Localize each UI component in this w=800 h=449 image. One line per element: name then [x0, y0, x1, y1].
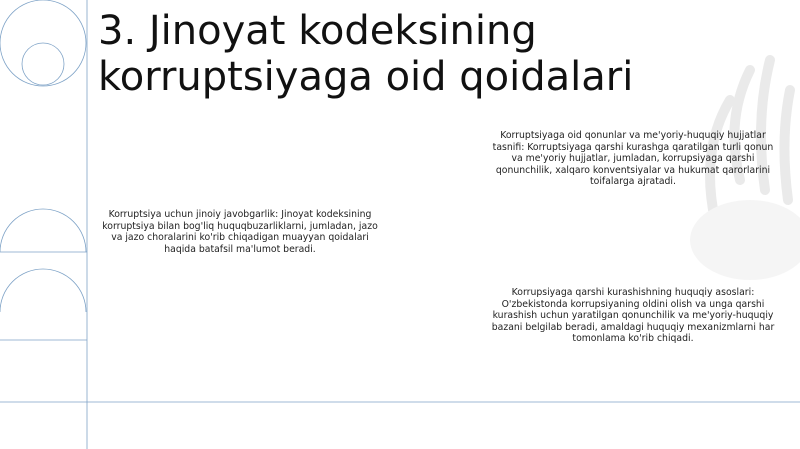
text-block-legal-basis: Korrupsiyaga qarshi kurashishning huquqiy asoslari: O'zbekistonda korrupsiyaning oldini olish va unga qarshi kurashish uchun yaratilgan qonunchilik va me'yoriy-huquqiy bazani belgilab beradi, amaldagi huquqiy mexanizmlarni har tomonlama ko'rib chiqadi.: [491, 287, 775, 345]
text-block-classification: Korruptsiyaga oid qonunlar va me'yoriy-huquqiy hujjatlar tasnifi: Korruptsiyaga qarshi kurashga qaratilgan turli qonun va me'yoriy hujjatlar, jumladan, korrupsiyaga qarshi qonunchilik, xalqaro konventsiyalar va hukumat qarorlarini toifalarga ajratadi.: [492, 130, 774, 188]
slide-title: [98, 8, 778, 100]
title-line-1: 3. Jinoyat kodeksining: [98, 8, 537, 54]
deco-circle-small: [22, 43, 64, 85]
text-block-criminal-liability: Korruptsiya uchun jinoiy javobgarlik: Jinoyat kodeksining korruptsiya bilan bog'liq huquqbuzarliklarni, jumladan, jazo va jazo choralarini ko'rib chiqadigan muayyan qoidalari haqida batafsil ma'lumot beradi.: [102, 209, 378, 255]
title-line-2: korruptsiyaga oid qoidalari: [98, 54, 634, 100]
deco-arc-1: [0, 209, 86, 252]
deco-arc-2: [0, 269, 86, 312]
